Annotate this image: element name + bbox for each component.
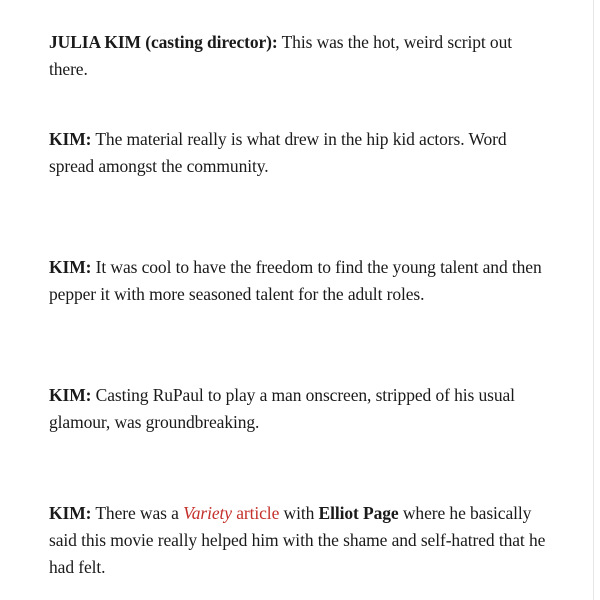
speaker-name: KIM: [49, 129, 92, 149]
quote-paragraph [49, 126, 549, 180]
quote-text: The material really is what drew in the hip kid actors. Word spread amongst the community. [49, 129, 507, 176]
speaker-name: KIM: [49, 257, 92, 277]
quote-paragraph [49, 500, 549, 581]
quote-text: This was the hot, weird script out there. [49, 32, 512, 79]
link-word: article [236, 503, 280, 523]
quote-paragraph [49, 29, 549, 83]
quote-text: with [283, 503, 315, 523]
quote-text: where he basically said this movie really helped him with the shame and self-hatred that he had felt. [49, 503, 546, 577]
variety-article-link[interactable] [183, 503, 279, 523]
speaker-name: KIM: [49, 385, 92, 405]
person-name: Elliot Page [318, 503, 399, 523]
quote-text: Casting RuPaul to play a man onscreen, stripped of his usual glamour, was groundbreaking. [49, 385, 515, 432]
speaker-name: JULIA KIM (casting director): [49, 32, 278, 52]
quote-text: There was a [95, 503, 179, 523]
quote-paragraph [49, 254, 549, 308]
speaker-name: KIM: [49, 503, 92, 523]
page-edge-rule [593, 0, 594, 600]
quote-text: It was cool to have the freedom to find the young talent and then pepper it with more seasoned talent for the adult roles. [49, 257, 542, 304]
publication-name: Variety [183, 503, 232, 523]
quote-paragraph [49, 382, 549, 436]
